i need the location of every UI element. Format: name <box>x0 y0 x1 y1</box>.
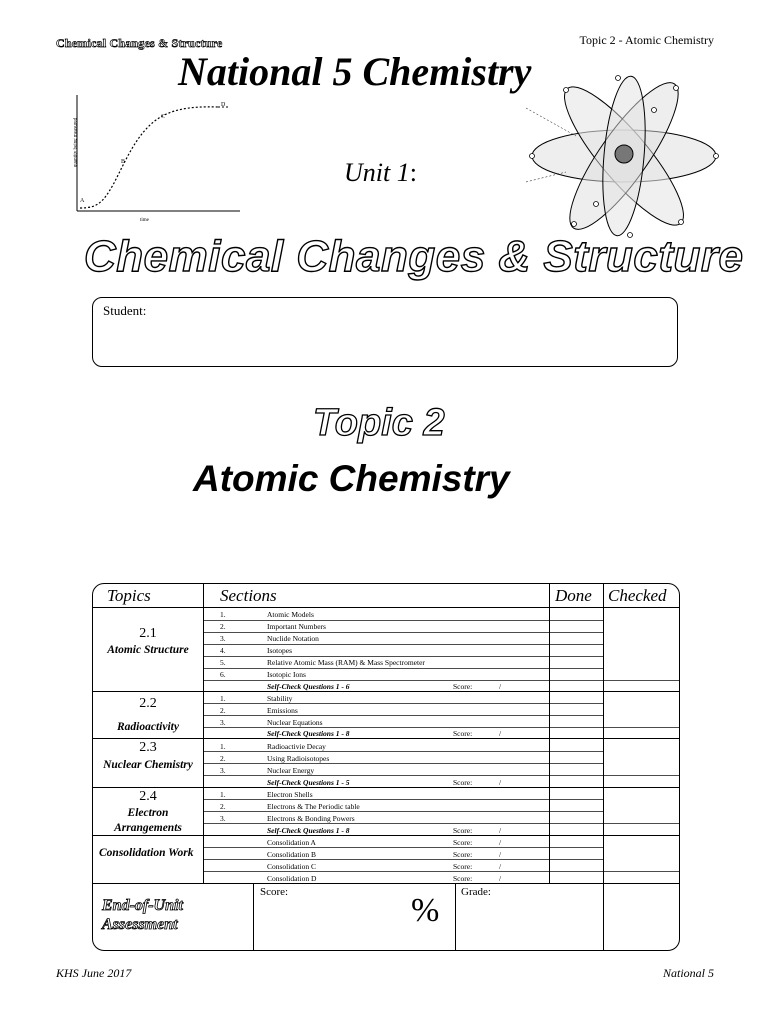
topic-number: Topic 2 <box>313 402 445 444</box>
row-label: Consolidation A <box>267 838 316 847</box>
row-label: Consolidation C <box>267 862 316 871</box>
end-of-unit-line1: End-of-Unit <box>102 897 183 914</box>
score-slash: / <box>499 850 502 859</box>
row-number: 5. <box>220 658 226 667</box>
header-done: Done <box>555 586 592 605</box>
row-number: 1. <box>220 610 226 619</box>
row-label: Relative Atomic Mass (RAM) & Mass Spectrometer <box>267 658 425 667</box>
score-label: Score: <box>453 826 473 835</box>
row-label: Electrons & The Periodic table <box>267 802 360 811</box>
score-slash: / <box>499 778 502 787</box>
row-label: Consolidation B <box>267 850 316 859</box>
row-number: 1. <box>220 694 226 703</box>
row-number: 2. <box>220 802 226 811</box>
self-check-label: Self-Check Questions 1 - 5 <box>267 778 350 787</box>
row-number: 3. <box>220 814 226 823</box>
graph-point-c: C <box>161 114 166 120</box>
header-left: Chemical Changes & Structure <box>56 36 223 50</box>
group-name: Nuclear Chemistry <box>103 759 193 771</box>
row-label: Using Radioisotopes <box>267 754 330 763</box>
group-number: 2.3 <box>139 740 157 755</box>
score-slash: / <box>499 682 502 691</box>
row-label: Atomic Models <box>267 610 314 619</box>
group-number: 2.4 <box>139 789 157 804</box>
score-slash: / <box>499 874 502 883</box>
score-label: Score: <box>453 862 473 871</box>
row-label: Electron Shells <box>267 790 313 799</box>
header-sections: Sections <box>220 586 277 605</box>
footer-left: KHS June 2017 <box>56 966 132 980</box>
score-label: Score: <box>453 682 473 691</box>
student-label: Student: <box>103 303 147 318</box>
graph-xlabel: time <box>140 218 149 223</box>
score-label: Score: <box>453 729 473 738</box>
footer-right: National 5 <box>662 966 714 980</box>
end-of-unit-line2: Assessment <box>102 916 178 933</box>
group-number: 2.2 <box>139 696 157 711</box>
row-label: Radioactivie Decay <box>267 742 326 751</box>
row-number: 2. <box>220 706 226 715</box>
row-label: Electrons & Bonding Powers <box>267 814 355 823</box>
unit-name: Chemical Changes & Structure <box>84 232 744 281</box>
score-label: Score: <box>453 778 473 787</box>
score-slash: / <box>499 838 502 847</box>
row-number: 1. <box>220 790 226 799</box>
self-check-label: Self-Check Questions 1 - 6 <box>267 682 350 691</box>
row-label: Important Numbers <box>267 622 326 631</box>
eou-score-label: Score: <box>260 886 289 898</box>
group-name: Radioactivity <box>117 721 179 733</box>
graph-point-a: A <box>80 198 85 204</box>
row-number: 3. <box>220 766 226 775</box>
graph-point-b: B <box>121 159 126 165</box>
graph-ylabel: quantity being measured <box>73 117 79 168</box>
self-check-label: Self-Check Questions 1 - 8 <box>267 729 350 738</box>
score-label: Score: <box>453 874 473 883</box>
main-title: National 5 Chemistry <box>178 49 532 94</box>
row-number: 1. <box>220 742 226 751</box>
row-label: Nuclear Energy <box>267 766 315 775</box>
group-name: Atomic Structure <box>107 644 189 656</box>
row-label: Isotopic Ions <box>267 670 306 679</box>
row-label: Isotopes <box>267 646 292 655</box>
student-field[interactable] <box>92 297 678 367</box>
row-number: 3. <box>220 634 226 643</box>
score-label: Score: <box>453 850 473 859</box>
header-right: Topic 2 - Atomic Chemistry <box>579 33 714 47</box>
consolidation-label: Consolidation Work <box>99 847 194 859</box>
self-check-label: Self-Check Questions 1 - 8 <box>267 826 350 835</box>
row-label: Consolidation D <box>267 874 317 883</box>
row-number: 4. <box>220 646 226 655</box>
unit-label: Unit 1: <box>344 158 417 187</box>
group-name: Electron Arrangements <box>114 807 182 834</box>
eou-grade-label: Grade: <box>461 886 491 898</box>
group-number: 2.1 <box>139 626 157 641</box>
row-label: Stability <box>267 694 293 703</box>
header-topics: Topics <box>107 586 151 605</box>
score-slash: / <box>499 729 502 738</box>
row-number: 2. <box>220 754 226 763</box>
row-number: 6. <box>220 670 226 679</box>
progress-table <box>92 583 680 951</box>
atom-illustration <box>526 72 722 240</box>
row-number: 2. <box>220 622 226 631</box>
row-number: 3. <box>220 718 226 727</box>
topic-name: Atomic Chemistry <box>193 458 510 499</box>
score-label: Score: <box>453 838 473 847</box>
row-label: Emissions <box>267 706 298 715</box>
row-label: Nuclear Equations <box>267 718 323 727</box>
reaction-rate-graph <box>58 90 248 230</box>
score-slash: / <box>499 862 502 871</box>
row-label: Nuclide Notation <box>267 634 319 643</box>
header-checked: Checked <box>608 586 667 605</box>
score-slash: / <box>499 826 502 835</box>
graph-point-d: D <box>221 102 226 108</box>
eou-percent: % <box>411 892 440 929</box>
